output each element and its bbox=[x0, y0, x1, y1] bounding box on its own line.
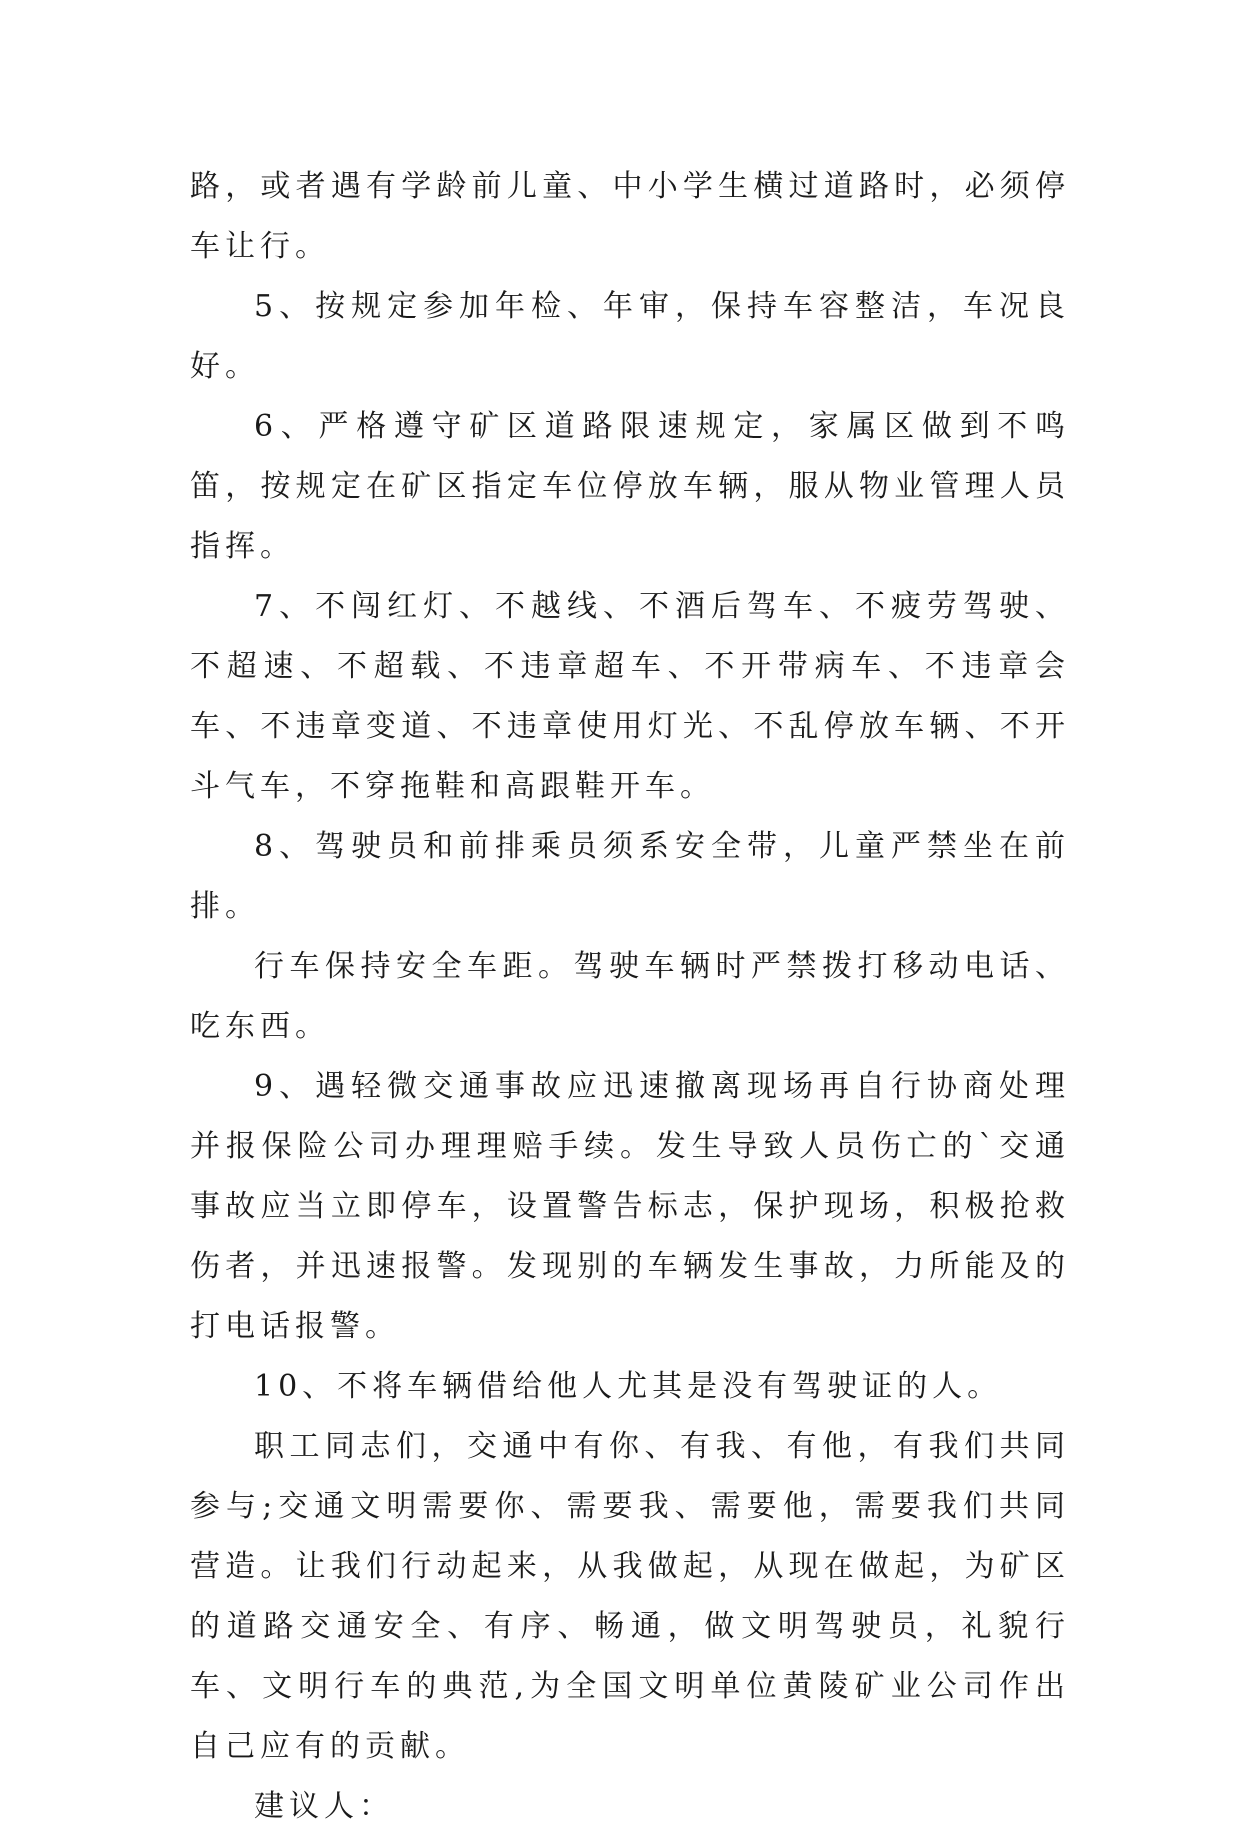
paragraph-item-9: 9、遇轻微交通事故应迅速撤离现场再自行协商处理并报保险公司办理理赔手续。发生导致人员伤亡的`交通事故应当立即停车，设置警告标志，保护现场，积极抢救伤者，并迅速报警。发现别的车辆发生事故，力所能及的打电话报警。 bbox=[190, 1069, 1070, 1344]
paragraph-item-8: 8、驾驶员和前排乘员须系安全带，儿童严禁坐在前排。 bbox=[190, 829, 1070, 924]
paragraph-item-7: 7、不闯红灯、不越线、不酒后驾车、不疲劳驾驶、不超速、不超载、不违章超车、不开带病车、不违章会车、不违章变道、不违章使用灯光、不乱停放车辆、不开斗气车，不穿拖鞋和高跟鞋开车。 bbox=[190, 589, 1070, 804]
paragraph-item-10: 10、不将车辆借给他人尤其是没有驾驶证的人。 bbox=[254, 1369, 1003, 1404]
paragraph-item-5: 5、按规定参加年检、年审，保持车容整洁，车况良好。 bbox=[190, 289, 1070, 384]
paragraph-closing: 职工同志们，交通中有你、有我、有他，有我们共同参与;交通文明需要你、需要我、需要他，需要我们共同营造。让我们行动起来，从我做起，从现在做起，为矿区的道路交通安全、有序、畅通，做文明驾驶员，礼貌行车、文明行车的典范,为全国文明单位黄陵矿业公司作出自己应有的贡献。 bbox=[190, 1429, 1070, 1764]
document-body bbox=[190, 157, 1070, 1837]
paragraph-continuation: 路，或者遇有学龄前儿童、中小学生横过道路时，必须停车让行。 bbox=[190, 169, 1070, 264]
paragraph-signature: 建议人： bbox=[254, 1789, 394, 1824]
paragraph-item-6: 6、严格遵守矿区道路限速规定，家属区做到不鸣笛，按规定在矿区指定车位停放车辆，服从物业管理人员指挥。 bbox=[190, 409, 1070, 564]
paragraph-item-8-cont: 行车保持安全车距。驾驶车辆时严禁拨打移动电话、吃东西。 bbox=[190, 949, 1070, 1044]
